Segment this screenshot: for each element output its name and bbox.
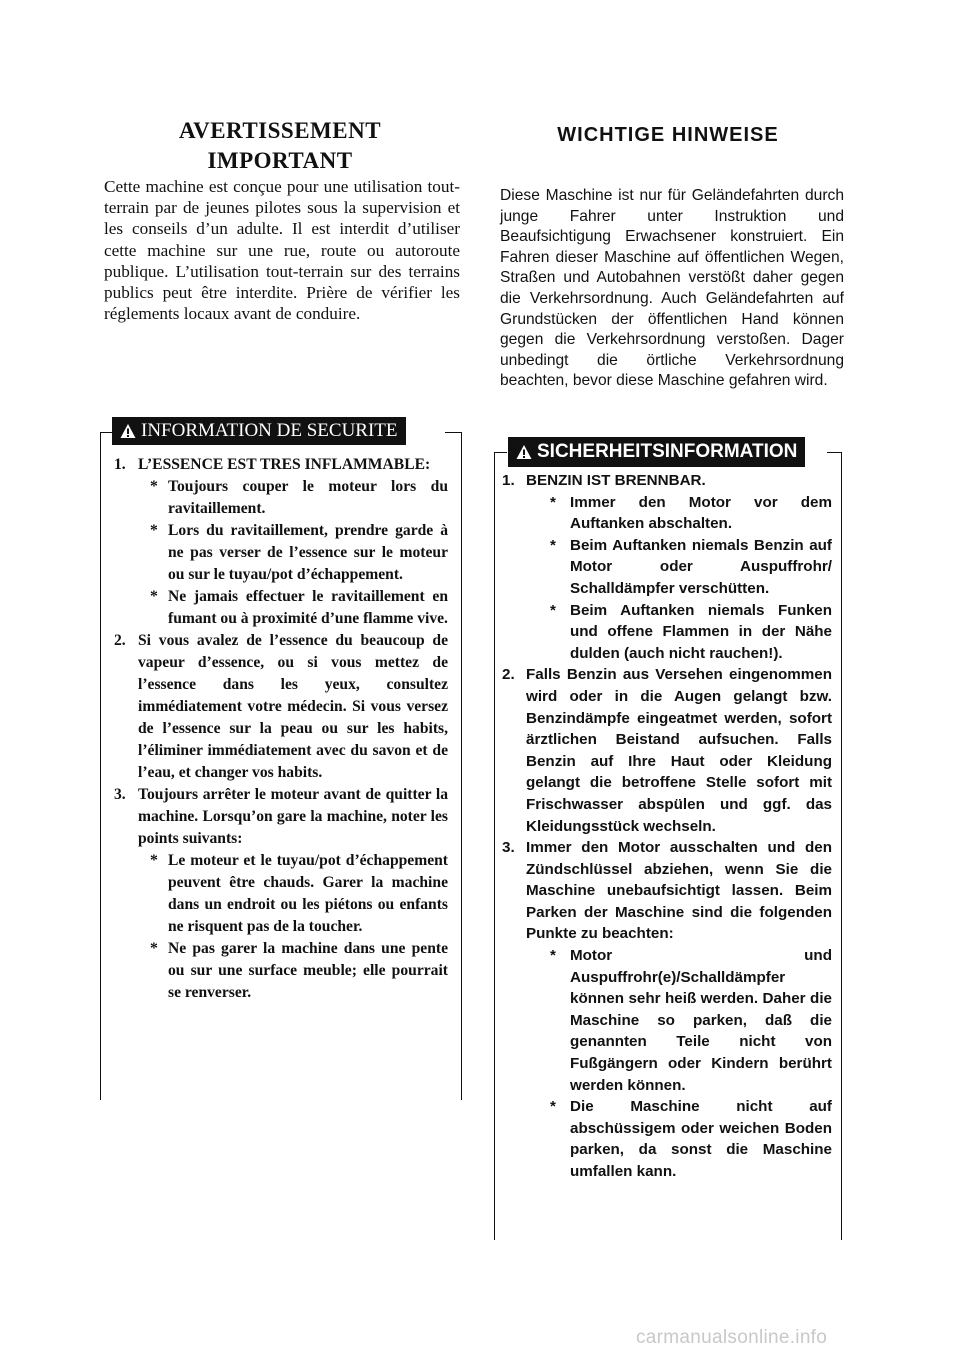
french-safety-banner [112,417,406,445]
french-intro: Cette machine est conçue pour une utilisation tout-terrain par de jeunes pilotes sous la supervision et les conseils d’un adulte. Il est interdit d’utiliser cette machine sur une rue, route ou autoroute publique. L’utilisation tout-terrain sur des terrains publics peut être interdite. Prière de vérifier les réglements locaux avant de conduire. [104,177,460,324]
list-item [502,837,832,1183]
french-title-line1: AVERTISSEMENT [178,118,382,143]
sub-item: * Die Maschine nicht auf abschüssigem oder weichen Boden parken, da sonst die Maschine umfallen kann. [550,1098,832,1180]
german-intro: Diese Maschine ist nur für Geländefahrten durch junge Fahrer unter Instruktion und Beaufsichtigung Erwachsener konstruiert. Ein Fahren dieser Maschine auf öffentlichen Wegen, Straßen und Autobahnen verstößt daher gegen die Verkehrsordnung. Auch Geländefahrten auf Grundstücken der öffentlichen Hand können gegen die Verkehrsordnung verstoßen. Dager unbedingt die örtliche Verkehrsordnung beachten, bevor diese Maschine gefahren wird. [500,187,844,390]
list-item [114,454,448,630]
sub-item: * Ne pas garer la machine dans une pente ou sur une surface meuble; elle pourrait se renverser. [150,940,448,1001]
item-number: 3. [114,786,126,803]
sub-item: * Lors du ravitaillement, prendre garde à ne pas verser de l’essence sur le moteur ou sur le tuyau/pot d’échappement. [150,522,448,583]
sub-item: * Beim Auftanken niemals Funken und offene Flammen in der Nähe dulden (auch nicht rauchen!). [550,601,832,662]
french-banner-label: INFORMATION DE SECURITE [141,420,398,441]
item-number: 3. [502,839,515,857]
item-number: 2. [114,632,126,649]
sub-item: * Toujours couper le moteur lors du ravitaillement. [150,478,448,517]
item-text: L’ESSENCE EST TRES INFLAMMABLE: [138,456,431,473]
item-number: 1. [114,456,126,473]
french-title-line2: IMPORTANT [207,148,353,173]
sub-item: * Motor und Auspuffrohr(e)/Schalldämpfer können sehr heiß werden. Daher die Maschine so parken, daß die genannten Teile nicht von Fußgängern oder Kindern berührt werden können. [550,947,832,1094]
list-item [114,630,448,784]
sub-item: * Immer den Motor vor dem Auftanken abschalten. [550,493,832,533]
item-number: 1. [502,472,515,489]
item-text: Si vous avalez de l’essence du beaucoup de vapeur d’essence, ou si vous mettez de l’essence dans les yeux, consultez immédiatement votre médecin. Si vous versez de l’essence sur la peau ou sur les habits, l’éliminer immédiatement avec du savon et de l’eau, et changer vos habits. [138,632,448,781]
warning-triangle-icon [516,444,532,460]
watermark-footer[interactable]: carmanualsonline.info [636,1327,828,1348]
german-safety-banner [508,437,805,467]
item-text: Toujours arrêter le moteur avant de quitter la machine. Lorsqu’on gare la machine, noter les points suivants: [138,786,448,847]
item-number: 2. [502,666,515,684]
item-text: Falls Benzin aus Versehen eingenommen wird oder in die Augen gelangt bzw. Benzindämpfe eingeatmet werden, sofort ärztlichen Beistand aufsuchen. Falls Benzin auf Ihre Haut oder Kleidung gelangt die betroffene Stelle sofort mit Frischwasser abspülen und ggf. das Kleidungsstück wechseln. [526,666,832,835]
sub-item: * Beim Auftanken niemals Benzin auf Motor oder Auspuffrohr/ Schalldämpfer verschütten. [550,536,832,597]
sub-item: * Le moteur et le tuyau/pot d’échappement peuvent être chauds. Garer la machine dans un endroit ou les piétons ou enfants ne risquent pas de la toucher. [150,852,448,935]
german-title: WICHTIGE HINWEISE [557,124,779,146]
list-item [114,784,448,1004]
list-item [502,664,832,837]
german-safety-list [502,470,832,1183]
item-text: BENZIN IST BRENNBAR. [526,472,706,489]
sub-item: * Ne jamais effectuer le ravitaillement en fumant ou à proximité d’une flamme vive. [150,588,448,627]
german-banner-label: SICHERHEITSINFORMATION [537,441,798,462]
list-item [502,470,832,664]
french-safety-list [114,454,448,1004]
item-text: Immer den Motor ausschalten und den Zündschlüssel abziehen, wenn Sie die Maschine unebaufsichtigt lassen. Beim Parken der Maschine sind die folgenden Punkte zu beachten: [526,839,832,943]
warning-triangle-icon [120,423,136,439]
